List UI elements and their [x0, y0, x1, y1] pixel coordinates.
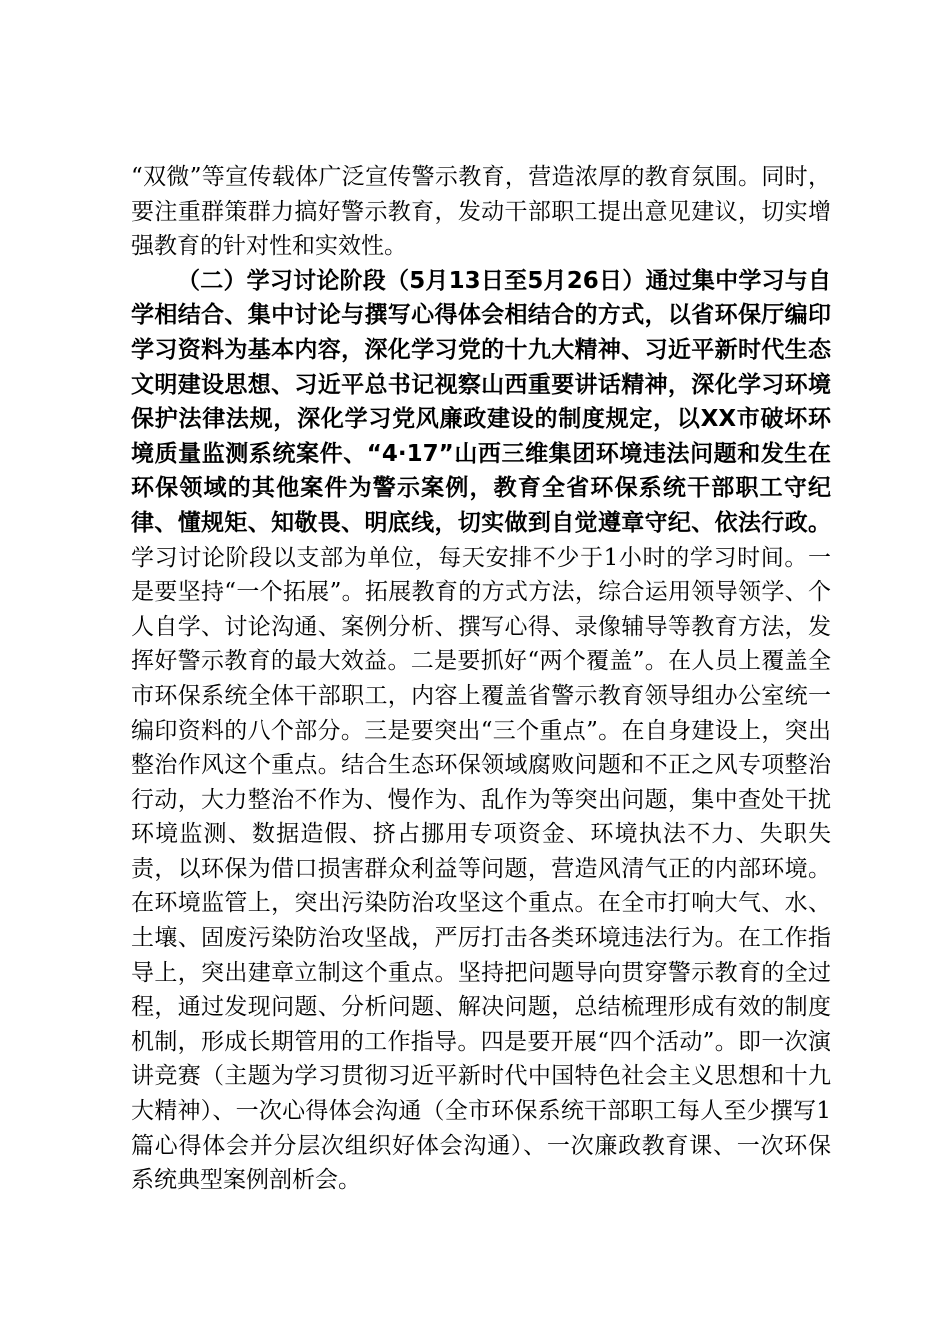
document-body [131, 160, 831, 1198]
paragraph-2 [131, 264, 831, 1198]
paragraph-1: “双微”等宣传载体广泛宣传警示教育，营造浓厚的教育氛围。同时，要注重群策群力搞好警示教育，发动干部职工提出意见建议，切实增强教育的针对性和实效性。 [131, 164, 831, 260]
paragraph-2-bold-lead: （二）学习讨论阶段（5月13日至5月26日）通过集中学习与自学相结合、集中讨论与撰写心得体会相结合的方式，以省环保厅编印学习资料为基本内容，深化学习党的十九大精神、习近平新时代生态文明建设思想、习近平总书记视察山西重要讲话精神，深化学习环境保护法律法规，深化学习党风廉政建设的制度规定，以XX市破坏环境质量监测系统案件、“4·17”山西三维集团环境违法问题和发生在环保领域的其他案件为警示案例，教育全省环保系统干部职工守纪律、懂规矩、知敬畏、明底线，切实做到自觉遵章守纪、依法行政。 [131, 267, 831, 536]
paragraph-2-body: 学习讨论阶段以支部为单位，每天安排不少于1小时的学习时间。一是要坚持“一个拓展”。拓展教育的方式方法，综合运用领导领学、个人自学、讨论沟通、案例分析、撰写心得、录像辅导等教育方法，发挥好警示教育的最大效益。二是要抓好“两个覆盖”。在人员上覆盖全市环保系统全体干部职工，内容上覆盖省警示教育领导组办公室统一编印资料的八个部分。三是要突出“三个重点”。在自身建设上，突出整治作风这个重点。结合生态环保领域腐败问题和不正之风专项整治行动，大力整治不作为、慢作为、乱作为等突出问题，集中查处干扰环境监测、数据造假、挤占挪用专项资金、环境执法不力、失职失责，以环保为借口损害群众利益等问题，营造风清气正的内部环境。在环境监管上，突出污染防治攻坚这个重点。在全市打响大气、水、土壤、固废污染防治攻坚战，严厉打击各类环境违法行为。在工作指导上，突出建章立制这个重点。坚持把问题导向贯穿警示教育的全过程，通过发现问题、分析问题、解决问题，总结梳理形成有效的制度机制，形成长期管用的工作指导。四是要开展“四个活动”。即一次演讲竞赛（主题为学习贯彻习近平新时代中国特色社会主义思想和十九大精神）、一次心得体会沟通（全市环保系统干部职工每人至少撰写1篇心得体会并分层次组织好体会沟通）、一次廉政教育课、一次环保系统典型案例剖析会。 [131, 544, 831, 1194]
